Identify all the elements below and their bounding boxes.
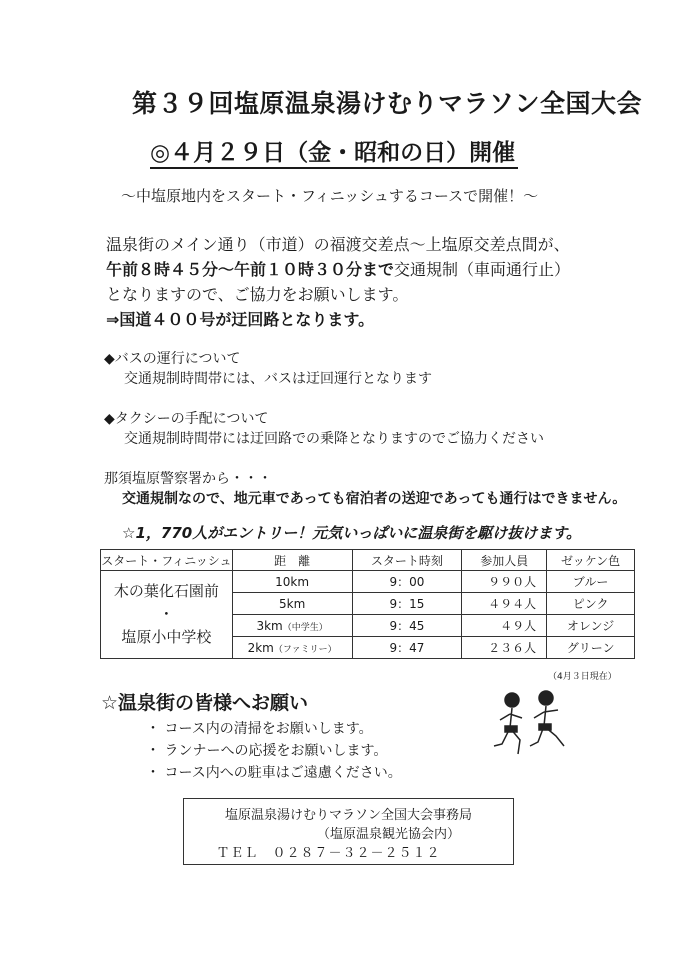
- distance-cell: [232, 615, 352, 637]
- office-name: 塩原温泉湯けむりマラソン全国大会事務局: [224, 808, 472, 823]
- event-date: ◎４月２９日（金・昭和の日）開催: [150, 140, 516, 166]
- request-item: ・ ランナーへの応援をお願いします。: [146, 743, 388, 759]
- participants-cell: ４９４人: [462, 593, 547, 615]
- header-bib-color: ゼッケン色: [547, 550, 635, 571]
- traffic-line-3: となりますので、ご協力をお願いします。: [106, 285, 409, 304]
- participants-cell: ９９０人: [462, 571, 547, 593]
- table-note: （4月３日現在）: [548, 672, 617, 682]
- entry-headline: ☆1，770人がエントリー！元気いっぱいに温泉街を駆け抜けます。: [122, 524, 581, 542]
- bib-color-cell: ブルー: [547, 571, 635, 593]
- bib-color-cell: グリーン: [547, 637, 635, 659]
- request-item: ・ コース内の清掃をお願いします。: [146, 721, 373, 737]
- header-start-time: スタート時刻: [352, 550, 462, 571]
- distance-value: 3km: [256, 618, 283, 633]
- bus-heading: ◆バスの運行について: [104, 351, 241, 367]
- race-table: [100, 549, 635, 659]
- taxi-body: 交通規制時間帯には迂回路での乗降となりますのでご協力ください: [124, 431, 544, 447]
- start-time-cell: 9：45: [352, 615, 462, 637]
- police-body: 交通規制なので、地元車であっても宿泊者の送迎であっても通行はできません。: [122, 491, 627, 507]
- start-time-cell: 9：00: [352, 571, 462, 593]
- venue-separator: ・: [158, 605, 174, 623]
- participants-cell: ２３６人: [462, 637, 547, 659]
- runners-illustration: [490, 688, 580, 768]
- distance-note: （ファミリー）: [273, 644, 337, 655]
- participants-cell: ４９人: [462, 615, 547, 637]
- restriction-type: 交通規制（車両通行止）: [394, 260, 571, 279]
- bib-color-cell: オレンジ: [547, 615, 635, 637]
- traffic-line-2: [106, 257, 570, 280]
- office-org: （塩原温泉観光協会内）: [316, 827, 460, 842]
- restriction-time: 午前８時４５分～午前１０時３０分まで: [106, 260, 395, 279]
- page-title: 第３９回塩原温泉湯けむりマラソン全国大会: [132, 89, 643, 118]
- requests-title: ☆温泉街の皆様へお願い: [101, 692, 309, 714]
- bib-color-cell: ピンク: [547, 593, 635, 615]
- traffic-line-1: 温泉街のメイン通り（市道）の福渡交差点～上塩原交差点間が、: [106, 235, 570, 254]
- date-underline: [150, 167, 518, 169]
- distance-note: （中学生）: [282, 622, 328, 633]
- taxi-heading: ◆タクシーの手配について: [104, 411, 269, 427]
- venue-line-2: 塩原小中学校: [121, 628, 212, 646]
- subtitle: ～中塩原地内をスタート・フィニッシュするコースで開催！～: [121, 187, 539, 205]
- venue-line-1: 木の葉化石園前: [113, 582, 219, 600]
- header-distance: 距 離: [232, 550, 352, 571]
- distance-value: 10km: [275, 574, 310, 589]
- table-header-row: [101, 550, 635, 571]
- police-heading: 那須塩原警察署から・・・: [104, 471, 272, 487]
- contact-box: [183, 798, 514, 865]
- table-row: [101, 571, 635, 593]
- distance-cell: [232, 637, 352, 659]
- start-time-cell: 9：15: [352, 593, 462, 615]
- bus-body: 交通規制時間帯には、バスは迂回運行となります: [124, 371, 432, 387]
- header-participants: 参加人員: [462, 550, 547, 571]
- office-tel: ＴＥＬ ０２８７－３２－２５１２: [216, 846, 441, 861]
- start-time-cell: 9：47: [352, 637, 462, 659]
- distance-cell: [232, 593, 352, 615]
- detour-line: ⇒国道４００号が迂回路となります。: [106, 310, 375, 329]
- venue-cell: [101, 571, 233, 659]
- distance-value: 2km: [247, 640, 274, 655]
- header-venue: スタート・フィニッシュ: [101, 550, 233, 571]
- distance-value: 5km: [278, 596, 306, 611]
- distance-cell: [232, 571, 352, 593]
- request-item: ・ コース内への駐車はご遠慮ください。: [146, 765, 402, 781]
